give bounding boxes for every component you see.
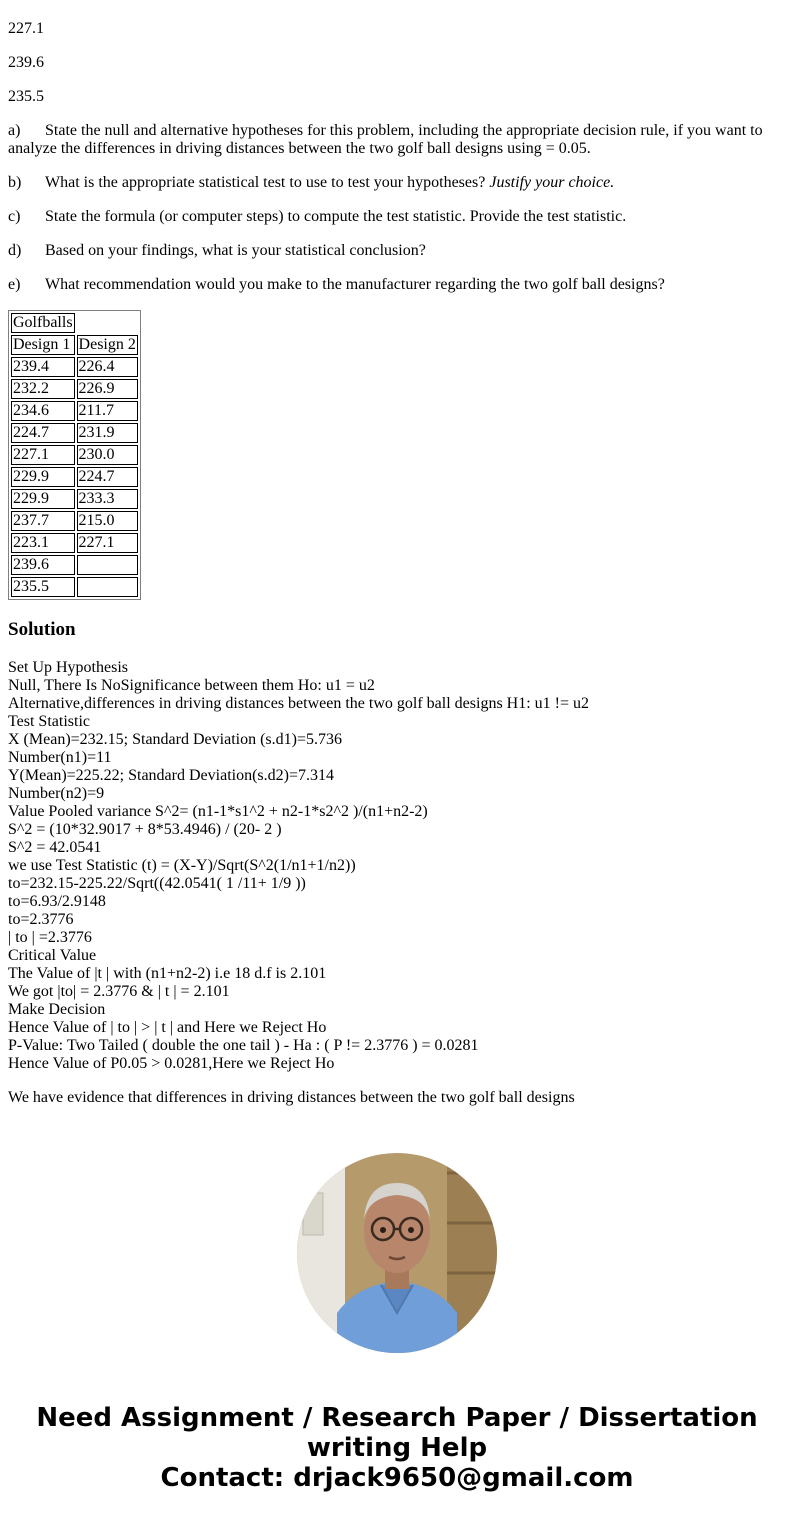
table-title-row <box>11 313 138 333</box>
solution-line: We got |to| = 2.3776 & | t | = 2.101 <box>8 983 230 1000</box>
table-cell: 227.1 <box>77 533 138 553</box>
table-cell: 235.5 <box>11 577 75 597</box>
solution-line: we use Test Statistic (t) = (X-Y)/Sqrt(S^2(1/n1+1/n2)) <box>8 857 356 874</box>
table-row <box>11 511 138 531</box>
footer-contact: Contact: drjack9650@gmail.com <box>160 1463 634 1493</box>
golfballs-table <box>8 310 141 600</box>
document-content <box>8 20 786 1107</box>
question-emphasis: Justify your choice. <box>489 174 615 191</box>
solution-line: Alternative,differences in driving distances between the two golf ball designs H1: u1 != u2 <box>8 695 590 712</box>
solution-line: to=232.15-225.22/Sqrt((42.0541( 1 /11+ 1/9 )) <box>8 875 306 892</box>
table-cell: 237.7 <box>11 511 75 531</box>
solution-line: Y(Mean)=225.22; Standard Deviation(s.d2)=7.314 <box>8 767 334 784</box>
table-cell: 229.9 <box>11 489 75 509</box>
table-row <box>11 357 138 377</box>
table-row <box>11 533 138 553</box>
table-title: Golfballs <box>13 314 73 331</box>
solution-line: to=6.93/2.9148 <box>8 893 106 910</box>
table-cell: 223.1 <box>11 533 75 553</box>
solution-line: Number(n1)=11 <box>8 749 112 766</box>
solution-line: Set Up Hypothesis <box>8 659 128 676</box>
data-value-line: 227.1 <box>8 20 44 37</box>
author-portrait <box>297 1153 497 1353</box>
footer-line: Need Assignment / Research Paper / Dissertation <box>36 1403 758 1433</box>
table-cell: 231.9 <box>77 423 138 443</box>
solution-line: Number(n2)=9 <box>8 785 105 802</box>
table-cell: 211.7 <box>77 401 138 421</box>
solution-line: S^2 = 42.0541 <box>8 839 102 856</box>
table-cell: 215.0 <box>77 511 138 531</box>
author-avatar <box>297 1153 497 1353</box>
table-cell: 233.3 <box>77 489 138 509</box>
table-cell: 232.2 <box>11 379 75 399</box>
solution-heading: Solution <box>8 619 76 640</box>
table-cell <box>77 555 138 575</box>
table-cell: 226.9 <box>77 379 138 399</box>
question-text: State the null and alternative hypotheses for this problem, including the appropriate decision rule, if you want to analyze the differences in driving distances between the two golf ball designs using = 0.05. <box>8 122 763 157</box>
question-text: What recommendation would you make to the manufacturer regarding the two golf ball designs? <box>45 276 665 293</box>
solution-line: Hence Value of P0.05 > 0.0281,Here we Reject Ho <box>8 1055 335 1072</box>
question-label: d) <box>8 242 22 259</box>
question-text: Based on your findings, what is your statistical conclusion? <box>45 242 426 259</box>
table-row <box>11 379 138 399</box>
table-row <box>11 577 138 597</box>
table-header-cell: Design 1 <box>11 335 75 355</box>
solution-line: The Value of |t | with (n1+n2-2) i.e 18 d.f is 2.101 <box>8 965 327 982</box>
table-header-row <box>11 335 138 355</box>
footer-line: writing Help <box>306 1433 488 1463</box>
table-cell: 227.1 <box>11 445 75 465</box>
table-row <box>11 489 138 509</box>
question-a <box>8 122 786 158</box>
solution-line: | to | =2.3776 <box>8 929 92 946</box>
data-value-line: 239.6 <box>8 54 44 71</box>
solution-line: Hence Value of | to | > | t | and Here we Reject Ho <box>8 1019 327 1036</box>
table-cell: 234.6 <box>11 401 75 421</box>
solution-conclusion: We have evidence that differences in driving distances between the two golf ball designs <box>8 1089 575 1106</box>
question-label: b) <box>8 174 22 191</box>
table-row <box>11 401 138 421</box>
solution-line: Make Decision <box>8 1001 106 1018</box>
table-cell: 224.7 <box>77 467 138 487</box>
table-cell: 224.7 <box>11 423 75 443</box>
table-cell: 230.0 <box>77 445 138 465</box>
solution-line: Critical Value <box>8 947 97 964</box>
question-label: c) <box>8 208 21 225</box>
solution-body <box>8 659 786 1073</box>
table-cell: 229.9 <box>11 467 75 487</box>
question-d <box>8 242 786 260</box>
table-row <box>11 467 138 487</box>
table-header-cell: Design 2 <box>78 336 136 353</box>
solution-line: Test Statistic <box>8 713 90 730</box>
solution-line: Null, There Is NoSignificance between them Ho: u1 = u2 <box>8 677 375 694</box>
question-e <box>8 276 786 294</box>
question-label: a) <box>8 122 21 139</box>
table-row <box>11 445 138 465</box>
table-cell: 226.4 <box>77 357 138 377</box>
table-row <box>11 423 138 443</box>
table-cell: 239.4 <box>11 357 75 377</box>
solution-line: to=2.3776 <box>8 911 74 928</box>
question-text: What is the appropriate statistical test to use to test your hypotheses? <box>45 174 486 191</box>
table-cell: 239.6 <box>11 555 75 575</box>
table-row <box>11 555 138 575</box>
data-value-line: 235.5 <box>8 88 44 105</box>
question-text: State the formula (or computer steps) to compute the test statistic. Provide the test statistic. <box>45 208 627 225</box>
question-c <box>8 208 786 226</box>
solution-line: S^2 = (10*32.9017 + 8*53.4946) / (20- 2 ) <box>8 821 282 838</box>
question-b <box>8 174 786 192</box>
table-cell <box>77 577 138 597</box>
solution-line: Value Pooled variance S^2= (n1-1*s1^2 + n2-1*s2^2 )/(n1+n2-2) <box>8 803 428 820</box>
solution-line: X (Mean)=232.15; Standard Deviation (s.d1)=5.736 <box>8 731 342 748</box>
footer-banner <box>0 1403 794 1493</box>
solution-line: P-Value: Two Tailed ( double the one tail ) - Ha : ( P != 2.3776 ) = 0.0281 <box>8 1037 479 1054</box>
question-label: e) <box>8 276 21 293</box>
